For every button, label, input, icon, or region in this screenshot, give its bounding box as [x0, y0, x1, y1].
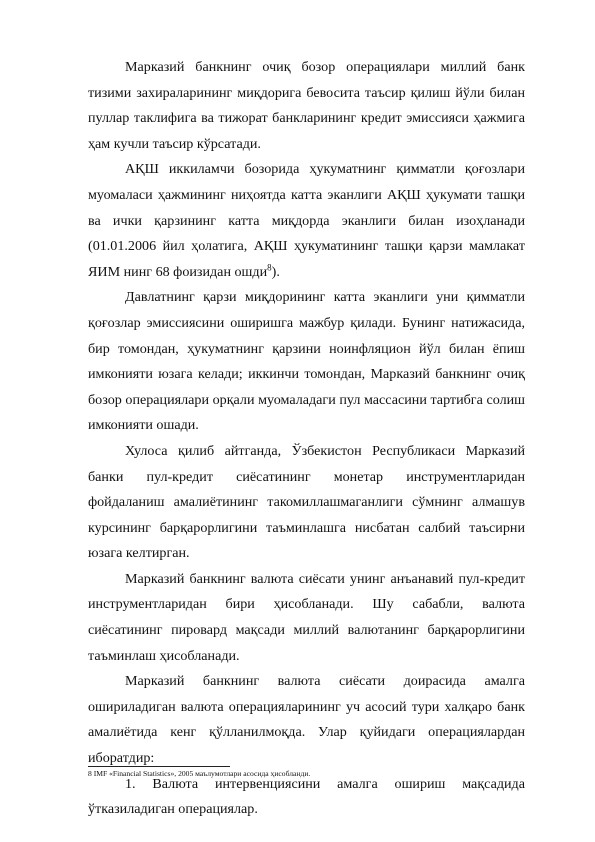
paragraph — [88, 439, 525, 567]
paragraph — [88, 55, 525, 157]
paragraph-text: 1. Валюта интервенциясини амалга ошириш мақсадида ўтказиладиган операциялар. — [88, 775, 525, 818]
paragraph-text: АҚШ иккиламчи бозорида ҳукуматнинг қимматли қоғозлари муомаласи ҳажмининг ниҳоятда катта эканлиги АҚШ ҳукумати ташқи ва ички қарзининг катта миқдорда эканлиги билан изоҳланади (01.01.2006 йил ҳолатига, АҚШ ҳукуматининг ташқи қарзи мамлакат ЯИМ нинг 68 фоизидан ошди — [88, 161, 525, 280]
paragraph — [88, 772, 525, 823]
paragraph — [88, 669, 525, 771]
paragraph — [88, 285, 525, 439]
paragraph — [88, 157, 525, 285]
paragraph — [88, 567, 525, 669]
paragraph-text: Марказий банкнинг очиқ бозор операциялари миллий банк тизими захираларининг миқдорига бевосита таъсир қилиш йўли билан пуллар таклифига ва тижорат банкларининг кредит эмиссияси ҳажмига ҳам кучли таъсир кўрсатади. — [88, 59, 525, 152]
body-text — [88, 55, 525, 823]
footnote: 8 IMF «Financial Statistics», 2005 маълумотлари асосида ҳисобланди. — [88, 769, 311, 778]
paragraph-text: Хулоса қилиб айтганда, Ўзбекистон Республикаси Марказий банки пул-кредит сиёсатининг монетар инструментларидан фойдаланиш амалиётининг такомиллашмаганлиги сўмнинг алмашув курсининг барқарорлигини таъминлашга нисбатан салбий таъсирни юзага келтирган. — [88, 442, 525, 562]
footnote-separator — [88, 766, 230, 767]
paragraph-text: Давлатнинг қарзи миқдорининг катта эканлиги уни қимматли қоғозлар эмиссиясини оширишга мажбур қилади. Бунинг натижасида, бир томондан, ҳукуматнинг қарзини ноинфляцион йўл билан ёпиш имконияти юзага келади; иккинчи томондан, Марказий банкнинг очиқ бозор операциялари орқали муомаладаги пул массасини тартибга солиш имконияти ошади. — [88, 289, 525, 434]
paragraph-text-tail: ). — [271, 263, 280, 280]
footnote-reference[interactable]: 8 — [267, 262, 272, 273]
paragraph-text: Марказий банкнинг валюта сиёсати унинг анъанавий пул-кредит инструментларидан бири ҳисобланади. Шу сабабли, валюта сиёсатининг пировард мақсади миллий валютанинг барқарорлигини таъминлаш ҳисобланади. — [88, 570, 525, 664]
paragraph-text: Марказий банкнинг валюта сиёсати доирасида амалга ошириладиган валюта операцияларининг уч асосий тури халқаро банк амалиётида кенг қўлланилмоқда. Улар қуйидаги операциялардан иборатдир: — [88, 673, 525, 767]
